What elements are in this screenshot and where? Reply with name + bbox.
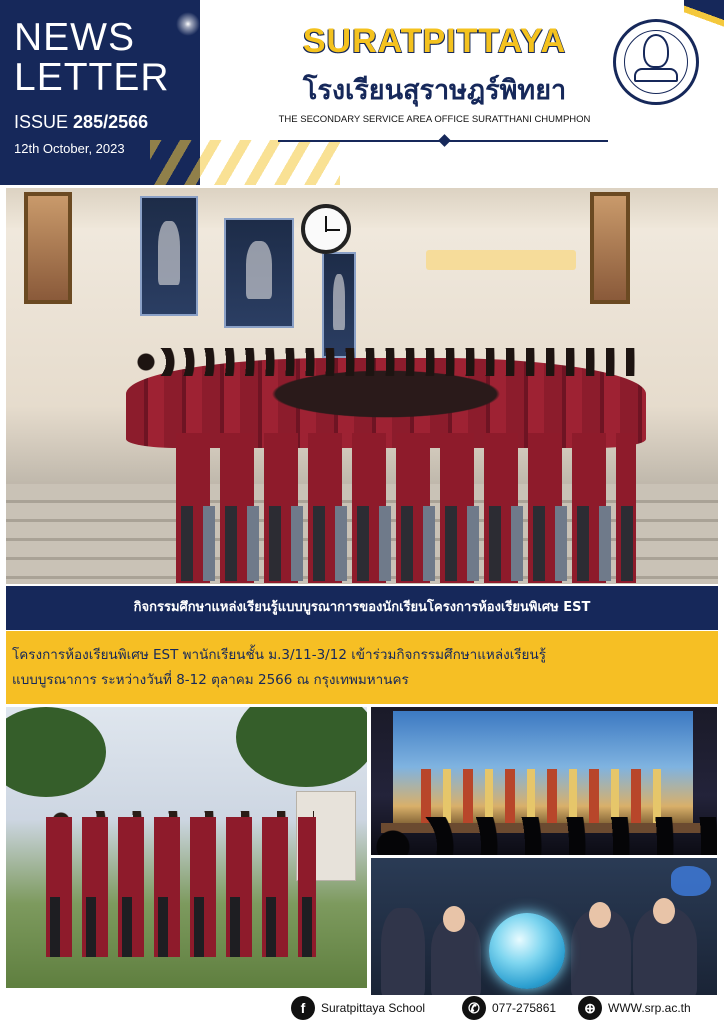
photo-audience [371,817,717,855]
corner-decoration [684,0,724,30]
photo-banner-1 [140,196,198,316]
newsletter-label-line2: LETTER [14,56,170,99]
footer-contact [0,996,724,1024]
theatre-performance-photo [371,707,717,855]
phone-icon: ✆ [462,996,486,1020]
photo-face-3 [653,898,675,924]
outdoor-group-photo [6,707,367,988]
seal-base [634,68,678,82]
photo-portrait-left [24,192,72,304]
school-name-th: โรงเรียนสุราษฎร์พิทยา [302,75,567,106]
description-line-1: โครงการห้องเรียนพิเศษ EST พานักเรียนชั้น ม.3/11-3/12 เข้าร่วมกิจกรรมศึกษาแหล่งเรียนรู้ [12,647,546,663]
photo-map-display [671,866,711,896]
decorative-stripes [150,140,340,185]
issue-line [14,112,200,133]
office-name: THE SECONDARY SERVICE AREA OFFICE SURATTHANI CHUMPHON [278,114,591,125]
photo-banner-2 [224,218,294,328]
photo-face-2 [589,902,611,928]
issue-label: ISSUE [14,112,69,132]
photo-ceiling-light [426,250,576,270]
sparkle-icon [176,12,200,36]
photo-front-row-legs [181,506,636,581]
facebook-link[interactable]: Suratpittaya School [321,1001,426,1015]
article-description [6,631,718,704]
photo-group-legs [50,897,312,957]
website-link[interactable]: WWW.srp.ac.th [608,1001,691,1015]
museum-globe-photo [371,858,717,995]
photo-crowd-heads [136,348,636,376]
phone-number[interactable]: 077-275861 [492,1001,557,1015]
photo-visitor-1 [381,908,425,995]
facebook-icon: f [291,996,315,1020]
article-title: กิจกรรมศึกษาแหล่งเรียนรู้แบบบูรณาการของนักเรียนโครงการห้องเรียนพิเศษ EST [6,586,718,630]
clock-icon [301,204,351,254]
newsletter-label-line1: NEWS [14,16,135,59]
photo-portrait-right [590,192,630,304]
school-name-en: SURATPITTAYA [302,22,567,60]
photo-tree-left [6,707,106,797]
diamond-icon [438,134,451,147]
issue-number: 285/2566 [73,112,149,132]
globe-icon [489,913,565,989]
photo-banner-3 [322,252,356,358]
photo-tree-right [236,707,367,787]
school-seal-logo [613,19,699,105]
seal-figure-icon [643,34,669,68]
photo-face-1 [443,906,465,932]
description-line-2: แบบบูรณาการ ระหว่างวันที่ 8-12 ตุลาคม 2566 ณ กรุงเทพมหานคร [12,672,409,688]
globe-web-icon: ⊕ [578,996,602,1020]
issue-date: 12th October, 2023 [14,141,125,156]
main-group-photo [6,188,718,584]
